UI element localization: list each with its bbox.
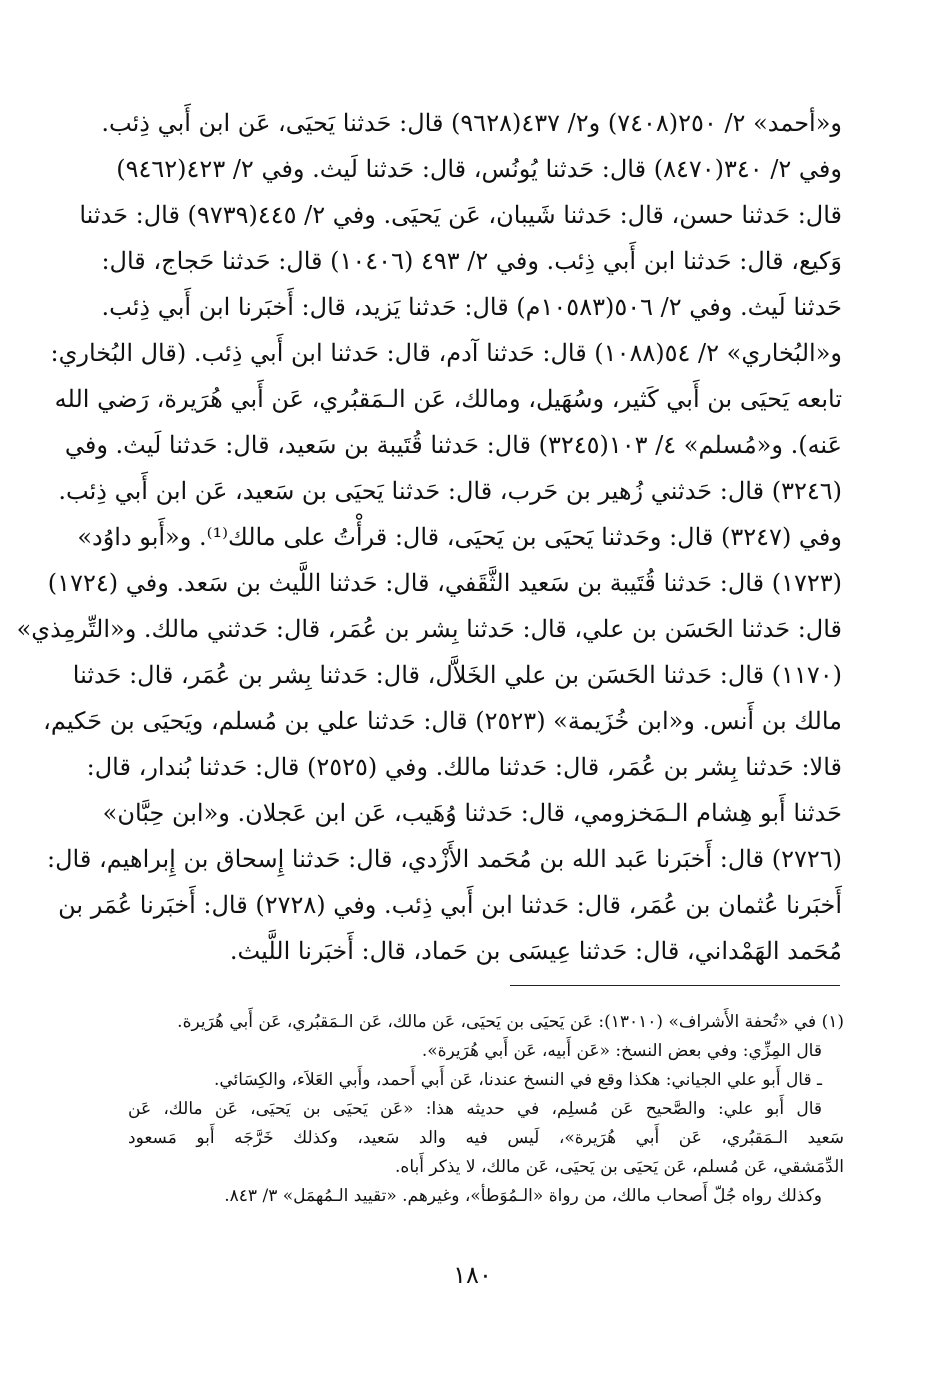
main-text-line: وَكيع، قال: حَدثنا ابن أَبي ذِئب. وفي ٢/ ٤٩٣ (١٠٤٠٦) قال: حَدثنا حَجاج، قال: [101,247,842,275]
main-text-line: و«أحمد» ٢/ ٢٥٠(٧٤٠٨) و٢/ ٤٣٧(٩٦٢٨) قال: حَدثنا يَحيَى، عَن ابن أَبي ذِئب. [101,109,842,137]
main-text-line: (١٧٢٣) قال: حَدثنا قُتَيبة بن سَعيد الثَّقَفي، قال: حَدثنا اللَّيث بن سَعد. وفي (١٧٢٤) [47,569,842,597]
main-text-line: قالا: حَدثنا بِشر بن عُمَر، قال: حَدثنا مالك. وفي (٢٥٢٥) قال: حَدثنا بُندار، قال: [86,753,842,781]
main-text-line: قال: حَدثنا حسن، قال: حَدثنا شَيبان، عَن يَحيَى. وفي ٢/ ٤٤٥(٩٧٣٩) قال: حَدثنا [79,201,842,229]
main-text-line: تابعه يَحيَى بن أَبي كَثير، وسُهَيل، ومالك، عَن الـمَقبُري، عَن أَبي هُرَيرة، رَضي الله [54,385,842,413]
main-text-line: (٣٢٤٦) قال: حَدثني زُهير بن حَرب، قال: حَدثنا يَحيَى بن سَعيد، عَن ابن أَبي ذِئب. [58,477,842,505]
main-text-line: مالك بن أَنس. و«ابن خُزَيمة» (٢٥٢٣) قال: حَدثنا علي بن مُسلم، ويَحيَى بن حَكيم، [43,707,842,735]
main-text-line: و«البُخاري» ٢/ ٥٤(١٠٨٨) قال: حَدثنا آدم، قال: حَدثنا ابن أَبي ذِئب. (قال البُخاري: [50,339,842,367]
main-text [16,100,842,974]
main-text-line: (١١٧٠) قال: حَدثنا الحَسَن بن علي الخَلاَّل، قال: حَدثنا بِشر بن عُمَر، قال: حَدثنا [72,661,842,689]
main-text-line: حَدثنا أَبو هِشام الـمَخزومي، قال: حَدثنا وُهَيب، عَن ابن عَجلان. و«ابن حِبَّان» [102,799,842,827]
main-text-line: حَدثنا لَيث. وفي ٢/ ٥٠٦(١٠٥٨٣م) قال: حَدثنا يَزيد، قال: أَخبَرنا ابن أَبي ذِئب. [101,293,842,321]
footnote-line: وكذلك رواه جُلّ أَصحاب مالك، من رواة «الـمُوَطأ»، وغيرهم. «تقييد الـمُهمَل» ٣/ ٨٤٣. [224,1186,822,1206]
footnote-line: قال المِزِّي: وفي بعض النسخ: «عَن أَبيه، عَن أَبي هُرَيرة». [421,1041,822,1061]
main-text-line: وفي (٣٢٤٧) قال: وحَدثنا يَحيَى بن يَحيَى، قال: قرأْتُ على مالك⁽¹⁾. و«أَبو داوُد» [77,523,842,551]
footnote-line: سَعيد الـمَقبُري، عَن أَبي هُرَيرة»، لَيس فيه والد سَعيد، وكذلك خَرَّجَه أَبو مَسعود [128,1128,844,1148]
main-text-line: وفي ٢/ ٣٤٠(٨٤٧٠) قال: حَدثنا يُونُس، قال: حَدثنا لَيث. وفي ٢/ ٤٢٣(٩٤٦٢) [116,155,842,183]
footnote-line: ـ قال أَبو علي الجياني: هكذا وقع في النسخ عندنا، عَن أَبي أَحمد، وأَبي العَلاَء، والكِسَائي. [213,1070,822,1090]
main-text-line: مُحَمد الهَمْداني، قال: حَدثنا عِيسَى بن حَماد، قال: أَخبَرنا اللَّيث. [229,937,842,965]
main-text-line: قال: حَدثنا الحَسَن بن علي، قال: حَدثنا بِشر بن عُمَر، قال: حَدثني مالك. و«التِّرمِذي» [16,615,842,643]
main-text-line: (٢٧٢٦) قال: أَخبَرنا عَبد الله بن مُحَمد الأَزْدي، قال: حَدثنا إِسحاق بن إِبراهيم، قال: [47,845,842,873]
page-number: ١٨٠ [453,1261,492,1289]
main-text-line: عَنه). و«مُسلم» ٤/ ١٠٣(٣٢٤٥) قال: حَدثنا قُتَيبة بن سَعيد، قال: حَدثنا لَيث. وفي [64,431,842,459]
footnotes [128,1008,844,1211]
main-text-line: أَخبَرنا عُثمان بن عُمَر، قال: حَدثنا ابن أَبي ذِئب. وفي (٢٧٢٨) قال: أَخبَرنا عُمَر بن [58,891,842,919]
footnote-divider [510,985,840,986]
footnote-line: الدِّمَشقي، عَن مُسلم، عَن يَحيَى بن يَحيَى، عَن مالك، لا يذكر أَباه. [395,1157,844,1177]
footnote-line: (١) في «تُحفة الأَشراف» (١٣٠١٠): عَن يَحيَى بن يَحيَى، عَن مالك، عَن الـمَقبُري، عَن أَبي هُرَيرة. [177,1012,844,1032]
footnote-line: قال أَبو علي: والصَّحيح عَن مُسلِم، في حديثه هذا: «عَن يَحيَى بن يَحيَى، عَن مالك، عَن [128,1099,822,1119]
